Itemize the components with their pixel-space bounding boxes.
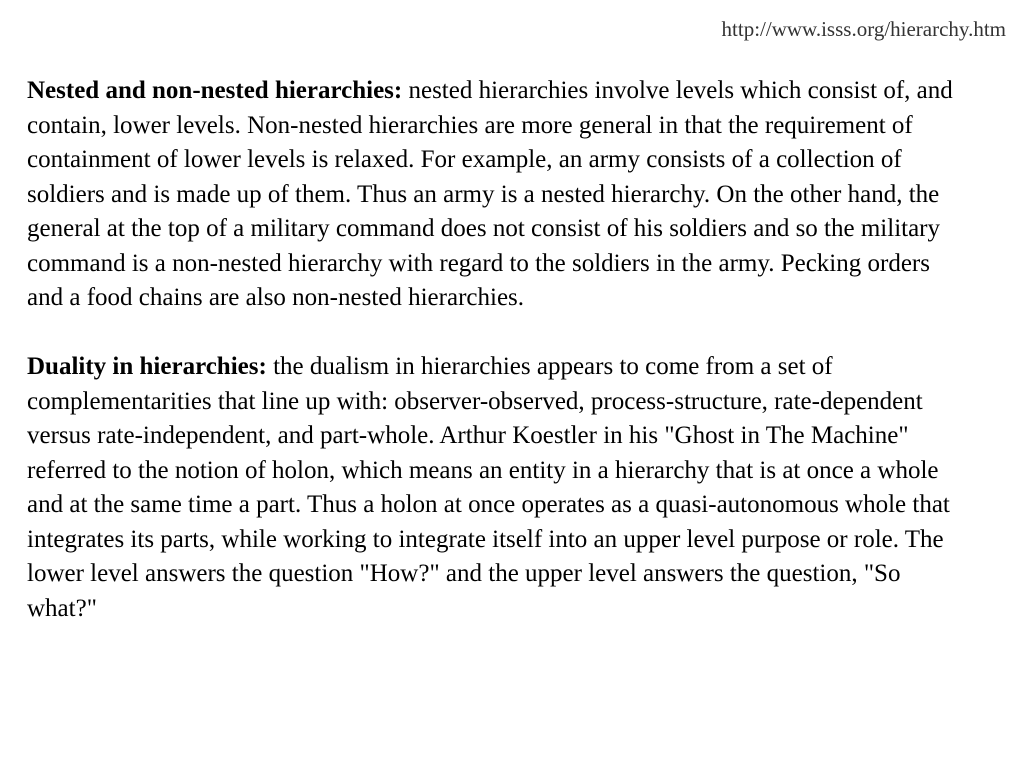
definition-duality-in-hierarchies: the dualism in hierarchies appears to come from a set of complementarities that line up with: observer-observed, process-structure, rate-dependent versus rate-independent, and part-whole. Arthur Koestler in his "Ghost in The Machine" referred to the notion of holon, which means an entity in a hierarchy that is at once a whole and at the same time a part. Thus a holon at once operates as a quasi-autonomous whole that integrates its parts, while working to integrate itself into an upper level purpose or role. The lower level answers the question "How?" and the upper level answers the question, "So what?" [27,353,950,622]
term-duality-in-hierarchies: Duality in hierarchies: [27,353,267,380]
paragraph-duality-in-hierarchies [27,350,972,626]
definition-nested-hierarchies: nested hierarchies involve levels which consist of, and contain, lower levels. Non-nested hierarchies are more general in that the requirement of containment of lower levels is relaxed. For example, an army consists of a collection of soldiers and is made up of them. Thus an army is a nested hierarchy. On the other hand, the general at the top of a military command does not consist of his soldiers and so the military command is a non-nested hierarchy with regard to the soldiers in the army. Pecking orders and a food chains are also non-nested hierarchies. [27,77,953,311]
term-nested-hierarchies: Nested and non-nested hierarchies: [27,77,403,104]
slide-body [27,74,972,661]
source-url: http://www.isss.org/hierarchy.htm [721,17,1006,41]
paragraph-nested-hierarchies [27,74,972,316]
